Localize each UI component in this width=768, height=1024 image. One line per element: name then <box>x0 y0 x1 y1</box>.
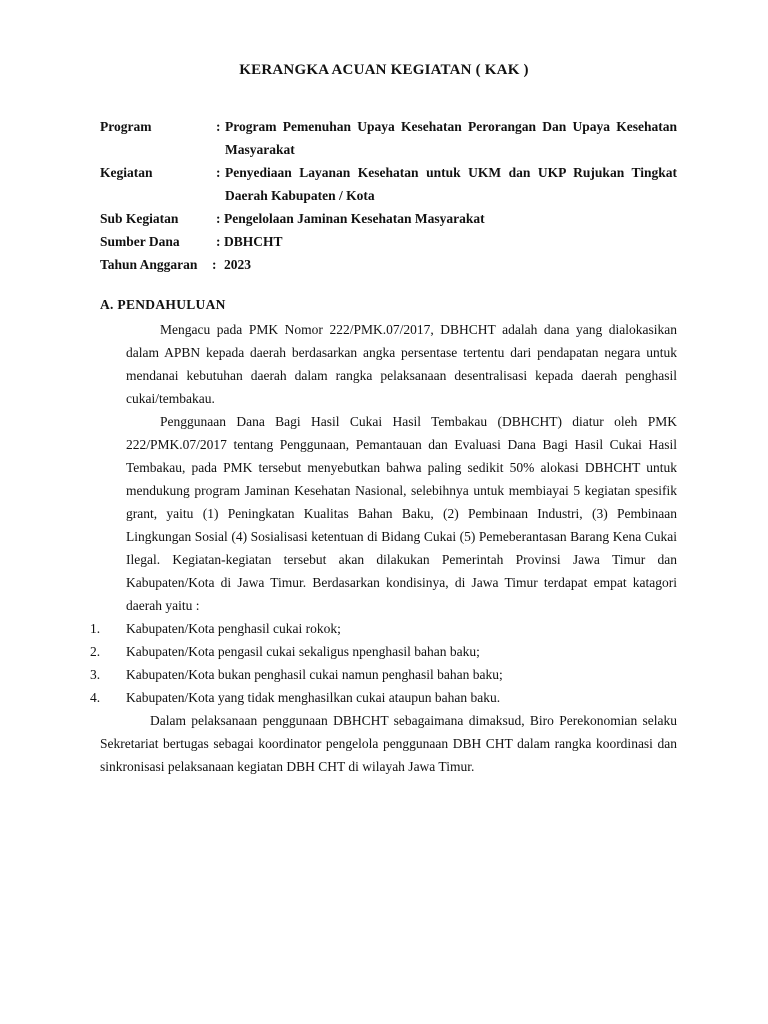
numbered-list <box>90 617 677 709</box>
meta-colon: : <box>216 234 221 249</box>
meta-value: Penyediaan Layanan Kesehatan untuk UKM dan UKP Rujukan Tingkat Daerah Kabupaten / Kota <box>225 165 677 203</box>
document-title: KERANGKA ACUAN KEGIATAN ( KAK ) <box>239 62 529 78</box>
list-text: Kabupaten/Kota penghasil cukai rokok; <box>126 621 341 636</box>
paragraph: Dalam pelaksanaan penggunaan DBHCHT sebagaimana dimaksud, Biro Perekonomian selaku Sekretariat bertugas sebagai koordinator pengelola penggunaan DBH CHT dalam rangka koordinasi dan sinkronisasi pelaksanaan kegiatan DBH CHT di wilayah Jawa Timur. <box>100 713 677 774</box>
meta-label: Sumber Dana <box>100 234 180 249</box>
meta-value: DBHCHT <box>224 234 283 249</box>
meta-colon: : <box>216 165 221 180</box>
list-item <box>90 640 677 663</box>
meta-colon: : <box>212 257 217 272</box>
meta-row-program <box>100 115 677 161</box>
meta-row-kegiatan <box>100 161 677 207</box>
list-number: 4. <box>90 690 101 705</box>
meta-colon: : <box>216 211 221 226</box>
list-number: 3. <box>90 667 101 682</box>
list-number: 2. <box>90 644 101 659</box>
list-item <box>90 617 677 640</box>
meta-value: Pengelolaan Jaminan Kesehatan Masyarakat <box>224 211 485 226</box>
section-body <box>90 318 677 778</box>
list-item <box>90 686 677 709</box>
meta-label: Sub Kegiatan <box>100 211 179 226</box>
meta-row-tahun-anggaran <box>100 253 677 276</box>
meta-row-sub-kegiatan <box>100 207 677 230</box>
list-text: Kabupaten/Kota yang tidak menghasilkan cukai ataupun bahan baku. <box>126 690 501 705</box>
list-text: Kabupaten/Kota pengasil cukai sekaligus npenghasil bahan baku; <box>126 644 480 659</box>
list-number: 1. <box>90 621 101 636</box>
meta-value: Program Pemenuhan Upaya Kesehatan Perorangan Dan Upaya Kesehatan Masyarakat <box>225 119 677 157</box>
paragraph: Mengacu pada PMK Nomor 222/PMK.07/2017, DBHCHT adalah dana yang dialokasikan dalam APBN kepada daerah berdasarkan angka persentase tertentu dari pendapatan negara untuk mendanai kebutuhan daerah dalam rangka pelaksanaan desentralisasi kepada daerah penghasil cukai/tembakau. <box>126 322 677 406</box>
list-text: Kabupaten/Kota bukan penghasil cukai namun penghasil bahan baku; <box>126 667 503 682</box>
meta-label: Program <box>100 119 152 134</box>
meta-label: Kegiatan <box>100 165 153 180</box>
list-item <box>90 663 677 686</box>
meta-value: 2023 <box>224 257 251 272</box>
meta-block <box>100 115 677 276</box>
meta-label: Tahun Anggaran <box>100 257 198 272</box>
meta-row-sumber-dana <box>100 230 677 253</box>
meta-colon: : <box>216 119 221 134</box>
paragraph: Penggunaan Dana Bagi Hasil Cukai Hasil Tembakau (DBHCHT) diatur oleh PMK 222/PMK.07/2017 tentang Penggunaan, Pemantauan dan Evaluasi Dana Bagi Hasil Cukai Hasil Tembakau, pada PMK tersebut menyebutkan bahwa paling sedikit 50% alokasi DBHCHT untuk mendukung program Jaminan Kesehatan Nasional, selebihnya untuk membiayai 5 kegiatan spesifik grant, yaitu (1) Peningkatan Kualitas Bahan Baku, (2) Pembinaan Industri, (3) Pembinaan Lingkungan Sosial (4) Sosialisasi ketentuan di Bidang Cukai (5) Pemeberantasan Barang Kena Cukai Ilegal. Kegiatan-kegiatan tersebut akan dilakukan Pemerintah Provinsi Jawa Timur dan Kabupaten/Kota di Jawa Timur. Berdasarkan kondisinya, di Jawa Timur terdapat empat katagori daerah yaitu : <box>126 414 677 613</box>
section-heading: A. PENDAHULUAN <box>100 297 226 312</box>
